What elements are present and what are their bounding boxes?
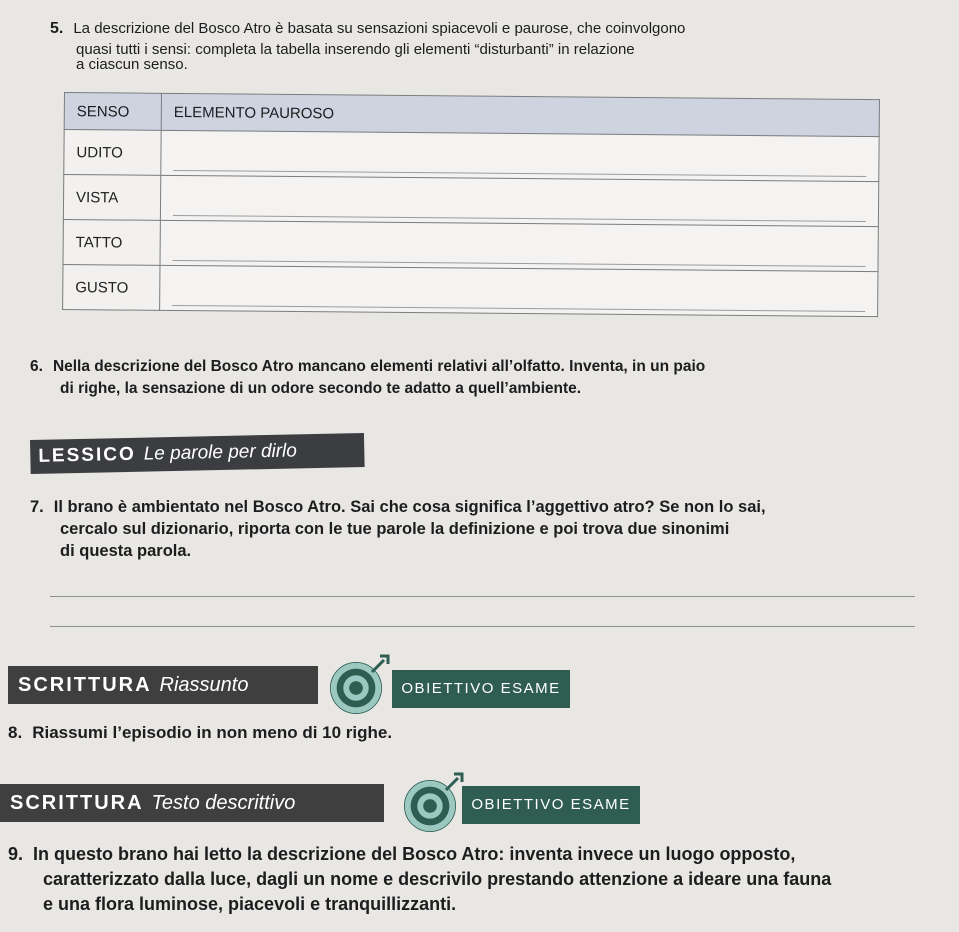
- sense-cell: UDITO: [64, 130, 161, 176]
- exercise-7: [30, 496, 880, 562]
- table-row: [63, 175, 878, 227]
- sense-cell: VISTA: [63, 175, 160, 221]
- lessico-subtitle: Le parole per dirlo: [143, 440, 298, 465]
- section-title: SCRITTURA: [10, 792, 144, 814]
- exercise-text: Il brano è ambientato nel Bosco Atro. Sai che cosa significa l’aggettivo atro? Se non lo sai,: [53, 498, 766, 516]
- table-row: [64, 130, 879, 182]
- objective-badge: OBIETTIVO ESAME: [462, 786, 640, 824]
- exercise-6: [30, 356, 870, 400]
- section-title: SCRITTURA: [18, 674, 152, 696]
- section-heading-testo-descrittivo: [0, 784, 384, 822]
- target-icon: [402, 778, 458, 834]
- exercise-text: caratterizzato dalla luce, dagli un nome e descrivilo prestando attenzione a ideare una fauna: [43, 869, 832, 889]
- answer-cell[interactable]: [161, 130, 879, 181]
- lessico-heading: [30, 433, 365, 474]
- exercise-number: 7.: [30, 498, 44, 516]
- exercise-text: di questa parola.: [60, 542, 192, 560]
- table-header-element: ELEMENTO PAUROSO: [161, 93, 879, 136]
- exercise-9: [8, 842, 938, 917]
- table-row: [63, 264, 878, 316]
- table-row: [63, 219, 878, 271]
- sense-cell: GUSTO: [63, 264, 160, 310]
- answer-cell[interactable]: [160, 265, 878, 316]
- exercise-text: e una flora luminose, piacevoli e tranquillizzanti.: [43, 894, 457, 914]
- writing-line[interactable]: [50, 626, 915, 627]
- writing-line[interactable]: [50, 596, 915, 597]
- objective-badge: OBIETTIVO ESAME: [392, 670, 570, 708]
- section-subtitle: Riassunto: [159, 674, 249, 696]
- exercise-number: 6.: [30, 358, 43, 375]
- lessico-title: LESSICO: [38, 443, 136, 467]
- exercise-8: [8, 722, 808, 744]
- target-icon: [328, 660, 384, 716]
- exercise-text: Nella descrizione del Bosco Atro mancano elementi relativi all’olfatto. Inventa, in un paio: [52, 358, 706, 375]
- answer-cell[interactable]: [160, 220, 878, 271]
- senses-table: [62, 92, 880, 317]
- exercise-text: In questo brano hai letto la descrizione del Bosco Atro: inventa invece un luogo opposto,: [33, 844, 796, 864]
- sense-cell: TATTO: [63, 219, 160, 265]
- section-subtitle: Testo descrittivo: [151, 792, 296, 814]
- exercise-text: quasi tutti i sensi: completa la tabella inserendo gli elementi “disturbanti” in relazione: [76, 41, 635, 58]
- table-header-sense: SENSO: [64, 93, 161, 131]
- exercise-number: 8.: [8, 723, 23, 742]
- exercise-text: cercalo sul dizionario, riporta con le tue parole la definizione e poi trova due sinonimi: [60, 520, 730, 538]
- exercise-text: Riassumi l’episodio in non meno di 10 righe.: [32, 723, 393, 742]
- exercise-text: a ciascun senso.: [76, 56, 188, 73]
- exercise-text: La descrizione del Bosco Atro è basata su sensazioni spiacevoli e paurose, che coinvolgono: [73, 20, 686, 37]
- exercise-number: 9.: [8, 844, 24, 864]
- exercise-text: di righe, la sensazione di un odore secondo te adatto a quell’ambiente.: [60, 380, 582, 397]
- exercise-5: [50, 18, 850, 75]
- exercise-number: 5.: [50, 20, 64, 37]
- answer-cell[interactable]: [160, 175, 878, 226]
- section-heading-riassunto: [8, 666, 318, 704]
